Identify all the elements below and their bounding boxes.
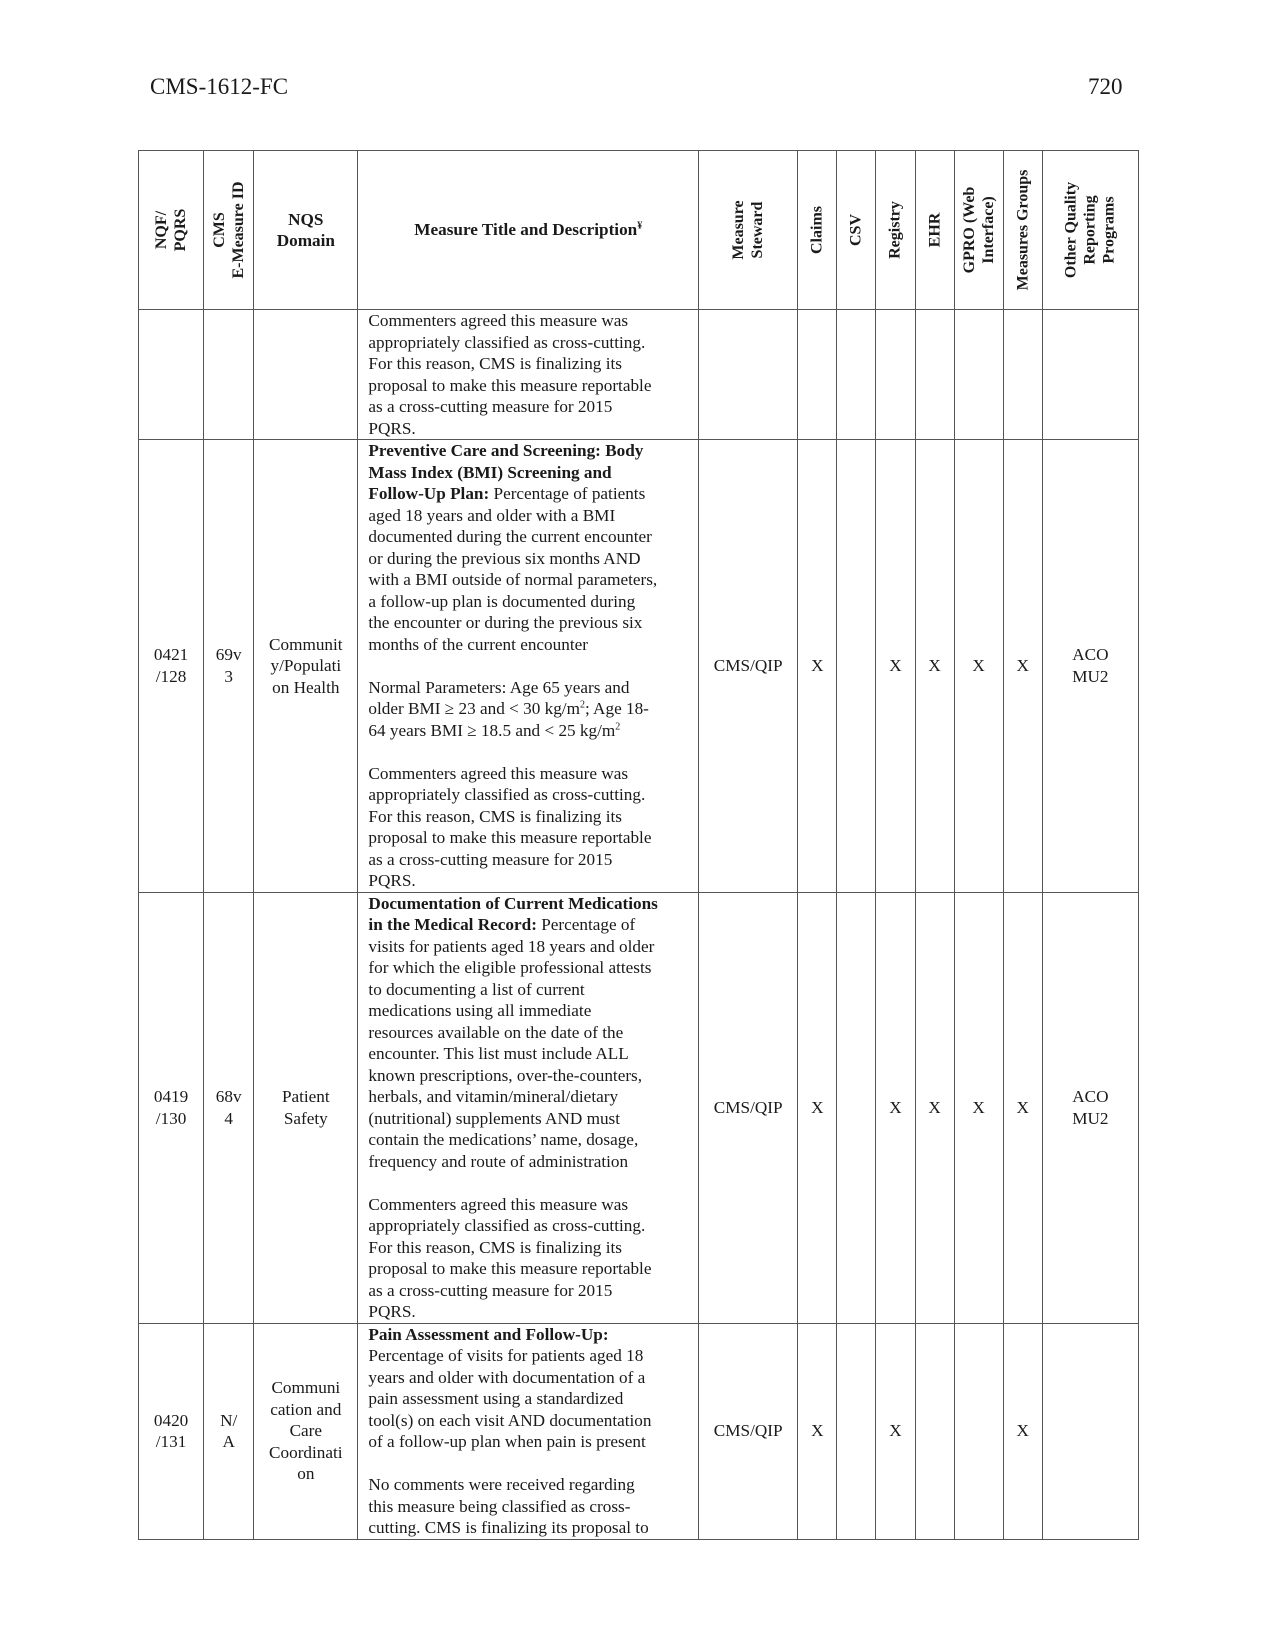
header-other-programs: Other Quality Reporting Programs (1042, 151, 1138, 310)
cell-nqf (139, 310, 204, 440)
description-comment: Commenters agreed this measure was appropriately classified as cross-cutting. For this reason, CMS is finalizing its proposal to make this measure reportable as a cross-cutting measure for 2015 PQRS. (368, 1194, 652, 1321)
header-measure-title: Measure Title and Description¥ (358, 151, 699, 310)
header-csv: CSV (837, 151, 876, 310)
cell-nqs-domain: Communit y/Populati on Health (254, 440, 358, 893)
cell-gpro: X (954, 440, 1003, 893)
cell-measures-groups: X (1003, 1323, 1042, 1539)
header-registry: Registry (876, 151, 915, 310)
description-comment: No comments were received regarding this measure being classified as cross- cutting. CMS is finalizing its proposal to (368, 1475, 649, 1537)
page-number: 720 (1088, 74, 1123, 99)
cell-measures-groups: X (1003, 440, 1042, 893)
cell-other-programs (1042, 1323, 1138, 1539)
cell-ehr: X (915, 892, 954, 1323)
cell-claims: X (798, 1323, 837, 1539)
description-comment: Commenters agreed this measure was appropriately classified as cross-cutting. For this reason, CMS is finalizing its proposal to make this measure reportable as a cross-cutting measure for 2015 PQRS. (368, 763, 652, 890)
cell-description (358, 1323, 699, 1539)
description-normal-parameters: Normal Parameters: Age 65 years and older BMI ≥ 23 and < 30 $kg/m^2$; Age 18- 64 years BMI ≥ 18.5 and < 25 $kg/m^2$ (368, 677, 649, 740)
cell-ehr: X (915, 440, 954, 893)
header-cms-emeasure-id: CMS E-Measure ID (204, 151, 254, 310)
measures-table (138, 150, 1139, 1540)
cell-description (358, 440, 699, 893)
header-measure-steward: Measure Steward (699, 151, 798, 310)
cell-csv (837, 892, 876, 1323)
header-nqs-domain: NQS Domain (254, 151, 358, 310)
cell-description (358, 892, 699, 1323)
description-comment: Commenters agreed this measure was appropriately classified as cross-cutting. For this reason, CMS is finalizing its proposal to make this measure reportable as a cross-cutting measure for 2015 PQRS. (368, 311, 652, 438)
cell-description (358, 310, 699, 440)
cell-cms-id: N/ A (204, 1323, 254, 1539)
cell-registry: X (876, 892, 915, 1323)
cell-gpro (954, 310, 1003, 440)
document-id: CMS-1612-FC (150, 74, 289, 99)
header-gpro: GPRO (Web Interface) (954, 151, 1003, 310)
cell-ehr (915, 1323, 954, 1539)
header-measures-groups: Measures Groups (1003, 151, 1042, 310)
cell-claims: X (798, 892, 837, 1323)
header-ehr: EHR (915, 151, 954, 310)
cell-nqs-domain (254, 310, 358, 440)
cell-ehr (915, 310, 954, 440)
cell-nqf: 0419 /130 (139, 892, 204, 1323)
header-row (139, 151, 1139, 310)
cell-csv (837, 310, 876, 440)
cell-csv (837, 440, 876, 893)
cell-measures-groups (1003, 310, 1042, 440)
header-claims: Claims (798, 151, 837, 310)
cell-registry: X (876, 440, 915, 893)
cell-cms-id (204, 310, 254, 440)
cell-steward (699, 310, 798, 440)
cell-csv (837, 1323, 876, 1539)
cell-registry: X (876, 1323, 915, 1539)
cell-claims (798, 310, 837, 440)
cell-registry (876, 310, 915, 440)
description-main: Pain Assessment and Follow-Up: Percentage of visits for patients aged 18 years and older with documentation of a pain assessment using a standardized tool(s) on each visit AND documentation of a follow-up plan when pain is present (368, 1324, 652, 1451)
cell-steward: CMS/QIP (699, 440, 798, 893)
cell-gpro: X (954, 892, 1003, 1323)
cell-cms-id: 68v 4 (204, 892, 254, 1323)
cell-nqs-domain: Communi cation and Care Coordinati on (254, 1323, 358, 1539)
cell-other-programs: ACO MU2 (1042, 892, 1138, 1323)
cell-nqs-domain: Patient Safety (254, 892, 358, 1323)
cell-measures-groups: X (1003, 892, 1042, 1323)
table-row (139, 310, 1139, 440)
cell-nqf: 0421 /128 (139, 440, 204, 893)
cell-steward: CMS/QIP (699, 1323, 798, 1539)
cell-claims: X (798, 440, 837, 893)
description-main: Preventive Care and Screening: Body Mass Index (BMI) Screening and Follow-Up Plan: Percentage of patients aged 18 years and older with a BMI documented during the current encounter or during the previous six months AND with a BMI outside of normal parameters, a follow-up plan is documented during the encounter or during the previous six months of the current encounter (368, 441, 658, 654)
header-nqf-pqrs: NQF/ PQRS (139, 151, 204, 310)
table-row (139, 892, 1139, 1323)
cell-other-programs (1042, 310, 1138, 440)
cell-other-programs: ACO MU2 (1042, 440, 1138, 893)
cell-gpro (954, 1323, 1003, 1539)
cell-cms-id: 69v 3 (204, 440, 254, 893)
cell-nqf: 0420 /131 (139, 1323, 204, 1539)
description-main: Documentation of Current Medications in the Medical Record: Percentage of visits for patients aged 18 years and older for which the eligible professional attests to documenting a list of current medications using all immediate resources available on the date of the encounter. This list must include ALL known prescriptions, over-the-counters, herbals, and vitamin/mineral/dietary (nutritional) supplements AND must contain the medications’ name, dosage, frequency and route of administration (368, 893, 658, 1171)
table-row (139, 440, 1139, 893)
table-row (139, 1323, 1139, 1539)
cell-steward: CMS/QIP (699, 892, 798, 1323)
